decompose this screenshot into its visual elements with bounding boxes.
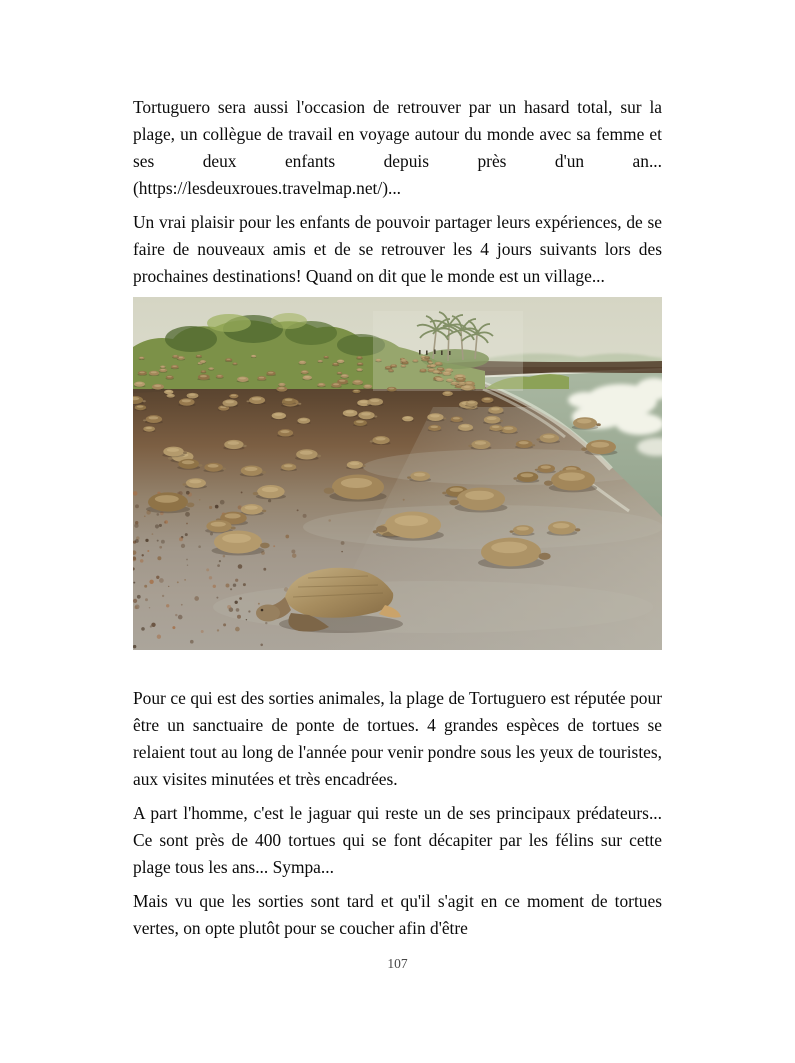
turtle-beach-photo	[133, 297, 662, 650]
body-paragraph: Mais vu que les sorties sont tard et qu'il s'agit en ce moment de tortues vertes, on opte plutôt pour se coucher afin d'être	[133, 891, 662, 938]
turtle-head	[256, 605, 280, 622]
body-paragraph: A part l'homme, c'est le jaguar qui reste un de ses principaux prédateurs... Ce sont près de 400 tortues qui se font décapiter par les félins sur cette plage tous les ans... Sympa...	[133, 803, 662, 877]
body-paragraph: Un vrai plaisir pour les enfants de pouvoir partager leurs expériences, de se faire de nouveaux amis et de se retrouver les 4 jours suivants lors des prochaines destinations! Quand on dit que le monde est un village...	[133, 212, 662, 286]
turtle-eye	[261, 609, 264, 612]
body-paragraph: Tortuguero sera aussi l'occasion de retrouver par un hasard total, sur la plage, un collègue de travail en voyage autour du monde avec sa femme et ses deux enfants depuis près d'un an... (https://lesdeuxroues.travelmap.net/)...	[133, 97, 662, 198]
beach-photo-svg	[133, 297, 662, 650]
page-number: 107	[387, 956, 408, 971]
body-paragraph: Pour ce qui est des sorties animales, la plage de Tortuguero est réputée pour être un sanctuaire de ponte de tortues. 4 grandes espèces de tortues se relaient tout au long de l'année pour venir pondre sous les yeux de touristes, aux visites minutées et très encadrées.	[133, 688, 662, 789]
page-footer	[133, 956, 662, 972]
